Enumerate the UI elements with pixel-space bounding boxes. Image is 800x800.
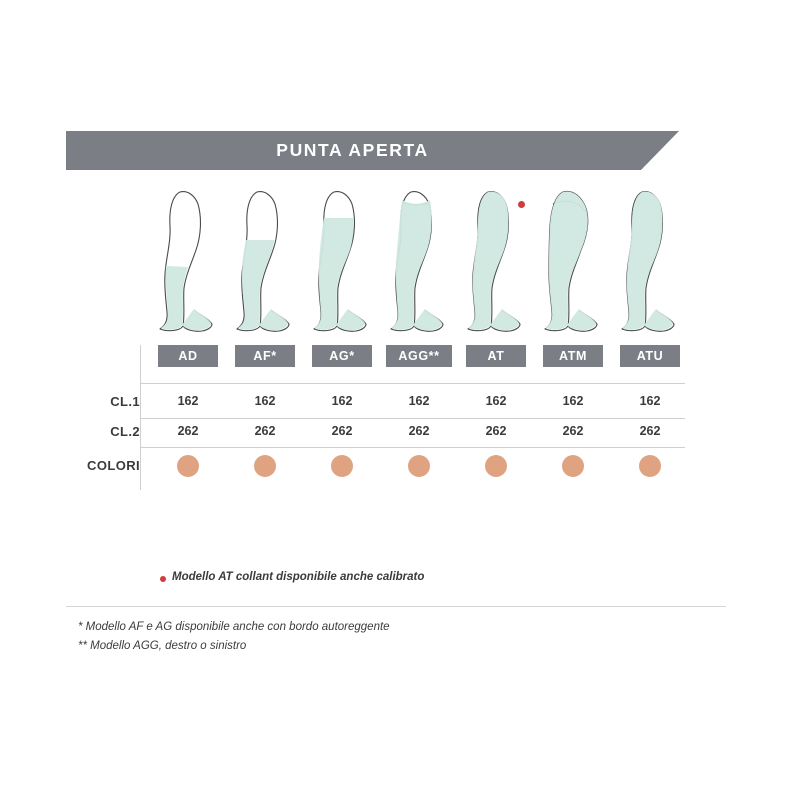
row-label-colori: COLORI bbox=[87, 458, 140, 473]
cell-cl1-agg: 162 bbox=[408, 394, 430, 408]
cell-cl1-atu: 162 bbox=[639, 394, 661, 408]
product-code-ag: AG* bbox=[312, 345, 372, 367]
cell-cl1-ag: 162 bbox=[331, 394, 353, 408]
cell-cl2-ag: 262 bbox=[331, 424, 353, 438]
product-code-atu: ATU bbox=[620, 345, 680, 367]
figure-af bbox=[227, 188, 304, 340]
product-code-atm: ATM bbox=[543, 345, 603, 367]
cell-cl1-atm: 162 bbox=[562, 394, 584, 408]
color-swatch-atu bbox=[639, 455, 661, 477]
cell-cl2-af: 262 bbox=[254, 424, 276, 438]
row-label-cl1: CL.1 bbox=[110, 394, 140, 409]
calibrated-note-dot-icon bbox=[160, 576, 166, 582]
footnote-divider bbox=[66, 606, 726, 607]
cell-cl2-atm: 262 bbox=[562, 424, 584, 438]
table-rule-bottom bbox=[140, 447, 685, 448]
cell-cl2-atu: 262 bbox=[639, 424, 661, 438]
color-swatch-at bbox=[485, 455, 507, 477]
product-code-agg: AGG** bbox=[386, 345, 452, 367]
cell-cl1-ad: 162 bbox=[177, 394, 199, 408]
product-code-row bbox=[150, 345, 690, 367]
figure-ad bbox=[150, 188, 227, 340]
banner-title: PUNTA APERTA bbox=[276, 140, 429, 160]
footnote-1: * Modello AF e AG disponibile anche con bordo autoreggente bbox=[78, 621, 390, 633]
banner bbox=[66, 131, 679, 170]
cell-cl2-agg: 262 bbox=[408, 424, 430, 438]
calibrated-note: Modello AT collant disponibile anche calibrato bbox=[172, 571, 425, 583]
figure-at bbox=[458, 188, 535, 340]
color-swatch-atm bbox=[562, 455, 584, 477]
figure-agg bbox=[381, 188, 458, 340]
cell-cl1-af: 162 bbox=[254, 394, 276, 408]
product-code-ad: AD bbox=[158, 345, 218, 367]
figure-atm bbox=[535, 188, 612, 340]
color-swatch-ad bbox=[177, 455, 199, 477]
cell-cl2-at: 262 bbox=[485, 424, 507, 438]
footnote-2: ** Modello AGG, destro o sinistro bbox=[78, 640, 247, 652]
table-rule-top bbox=[140, 383, 685, 384]
cell-cl2-ad: 262 bbox=[177, 424, 199, 438]
figure-atu bbox=[612, 188, 689, 340]
table-rule-mid bbox=[140, 418, 685, 419]
product-code-at: AT bbox=[466, 345, 526, 367]
product-code-af: AF* bbox=[235, 345, 295, 367]
cell-cl1-at: 162 bbox=[485, 394, 507, 408]
figure-ag bbox=[304, 188, 381, 340]
color-swatch-af bbox=[254, 455, 276, 477]
color-swatch-agg bbox=[408, 455, 430, 477]
row-label-cl2: CL.2 bbox=[110, 424, 140, 439]
figure-row bbox=[150, 188, 690, 340]
calibrated-marker-dot-icon bbox=[518, 201, 525, 208]
color-swatch-ag bbox=[331, 455, 353, 477]
